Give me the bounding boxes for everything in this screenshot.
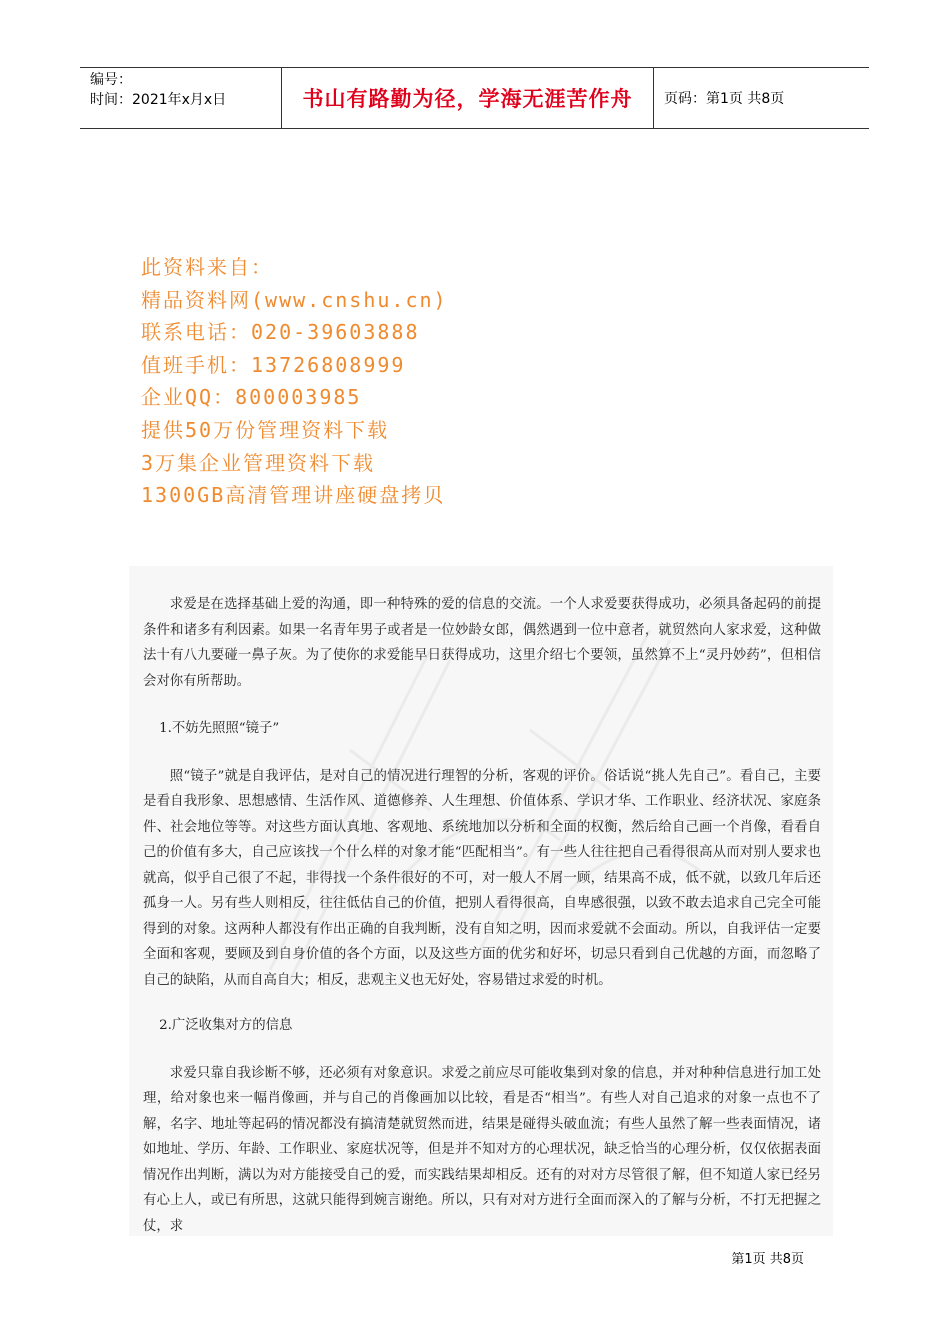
page-info: 页码：第1页 共8页: [664, 91, 785, 107]
section2-paragraph: 求爱只靠自我诊断不够，还必须有对象意识。求爱之前应尽可能收集到对象的信息，并对种种信息进行加工处理，给对象也来一幅肖像画，并与自己的肖像画加以比较，看是否“相当”。有些人对自己追求的对象一点也不了解，名字、地址等起码的情况都没有搞清楚就贸然而进，结果是碰得头破血流；有些人虽然了解一些表面情况，诸如地址、学历、年龄、工作职业、家庭状况等，但是并不知对方的心理状况，缺乏恰当的心理分析，仅仅依据表面情况作出判断，满以为对方能接受自己的爱，而实践结果却相反。还有的对对方尽管很了解，但不知道人家已经另有心上人，或已有所思，这就只能得到婉言谢绝。所以，只有对对方进行全面而深入的了解与分析，不打无把握之仗，求: [143, 1065, 821, 1234]
page-footer: 第1页 共8页: [731, 1252, 804, 1267]
section2-title: 2.广泛收集对方的信息: [159, 1018, 293, 1033]
intro-paragraph: 求爱是在选择基础上爱的沟通，即一种特殊的爱的信息的交流。一个人求爱要获得成功，必须具备起码的前提条件和诸多有利因素。如果一名青年男子或者是一位妙龄女郎，偶然遇到一位中意者，就贸然向人家求爱，这种做法十有八九要碰一鼻子灰。为了使你的求爱能早日获得成功，这里介绍七个要领，虽然算不上“灵丹妙药”，但相信会对你有所帮助。: [143, 597, 821, 689]
time-label: 时间：2021年x月x日: [90, 92, 227, 108]
contact-line: 联系电话：020-39603888: [141, 320, 420, 345]
section1-paragraph: 照“镜子”就是自我评估，是对自己的情况进行理智的分析，客观的评价。俗话说“挑人先自己”。看自己，主要是看自我形象、思想感情、生活作风、道德修养、人生理想、价值体系、学识才华、工作职业、经济状况、家庭条件、社会地位等等。对这些方面认真地、客观地、系统地加以分析和全面的权衡，然后给自己画一个肖像，看看自己的价值有多大，自己应该找一个什么样的对象才能“匹配相当”。有一些人往往把自己看得很高从而对别人要求也就高，似乎自己很了不起，非得找一个条件很好的不可，对一般人不屑一顾，结果高不成，低不就，以致几年后还孤身一人。另有些人则相反，往往低估自己的价值，把别人看得很高，自卑感很强，以致不敢去追求自己完全可能得到的对象。这两种人都没有作出正确的自我判断，没有自知之明，因而求爱就不会面动。所以，自我评估一定要全面和客观，要顾及到自身价值的各个方面，以及这些方面的优劣和好坏，切忌只看到自己优越的方面，而忽略了自己的缺陷，从而自高自大；相反，悲观主义也无好处，容易错过求爱的时机。: [143, 768, 821, 988]
contact-line: 1300GB高清管理讲座硬盘拷贝: [141, 483, 446, 508]
contact-line: 企业QQ：800003985: [141, 385, 362, 410]
contact-line: 精品资料网(www.cnshu.cn): [141, 287, 448, 312]
contact-line: 提供50万份管理资料下载: [141, 417, 390, 442]
motto: 书山有路勤为径，学海无涯苦作舟: [281, 68, 654, 128]
header-meta: [80, 68, 281, 128]
section1-title: 1.不妨先照照“镜子”: [159, 721, 280, 736]
contact-line: 3万集企业管理资料下载: [141, 450, 376, 475]
document-header: [80, 67, 869, 129]
contact-line: 此资料来自：: [141, 255, 273, 279]
number-label: 编号：: [90, 72, 132, 88]
article-panel: [129, 566, 833, 1236]
contact-line: 值班手机：13726808999: [141, 352, 406, 377]
contact-block: [141, 251, 448, 512]
